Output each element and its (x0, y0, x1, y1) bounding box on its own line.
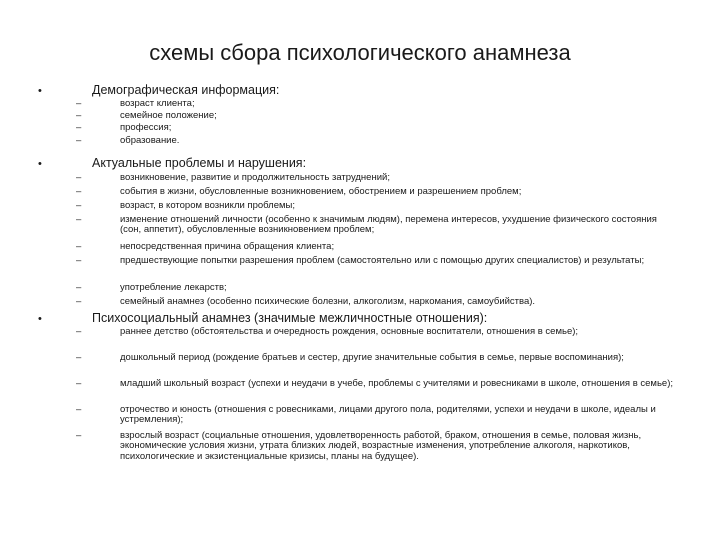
dash-icon: – (76, 214, 82, 225)
page-title: схемы сбора психологического анамнеза (149, 40, 571, 65)
bullet-icon: • (38, 85, 42, 97)
dash-icon: – (76, 200, 82, 211)
dash-icon: – (76, 172, 82, 183)
dash-icon: – (76, 186, 82, 197)
dash-icon: – (76, 98, 82, 109)
bullet-icon: • (38, 158, 42, 170)
dash-icon: – (76, 241, 82, 252)
bullet-icon: • (38, 313, 42, 325)
section-heading: Демографическая информация: (92, 83, 280, 97)
dash-icon: – (76, 282, 82, 293)
dash-icon: – (76, 404, 82, 415)
section-heading: Психосоциальный анамнез (значимые межличностные отношения): (92, 311, 488, 325)
slide: схемы сбора психологического анамнеза • Демографическая информация: – возраст клиента; – семейное положение; – профессия; – образование. • Актуальные проблемы и нарушения: – возникновение, развитие и продолжительность затруднений; – события в жизни, обусловленные возникновением, обострением и разрешением проблем; – возраст, в котором возникли проблемы; – изменение отношений личности (особенно к значимым людям), перемена интересов, ухудшение физического состояния (сон, аппетит), обусловленные возникновением проблем; – непосредственная причина обращения клиента; – предшествующие попытки разрешения проблем (самостоятельно или с помощью других специалистов) и результаты; – употребление лекарств; – семейный анамнез (особенно психические болезни, алкоголизм, наркомания, самоубийства). • Психосоциальный анамнез (значимые межличностные отношения): – раннее детство (обстоятельства и очередность рождения, основные воспитатели, отношения в семье); – дошкольный период (рождение братьев и сестер, другие значительные события в семье, первые воспоминания); – младший школьный возраст (успехи и неудачи в учебе, проблемы с учителями и ровесниками в школе, отношения в семье); – отрочество и юность (отношения с ровесниками, лицами другого пола, родителями, успехи и неудачи в школе, идеалы и устремления); – взрослый возраст (социальные отношения, удовлетворенность работой, браком, отношения в семье, половая жизнь, экономические условия жизни, утрата близких людей, возрастные изменения, употребление алкоголя, наркотиков, психологические и экзистенциальные кризисы, планы на будущее). (0, 0, 720, 540)
dash-icon: – (76, 122, 82, 133)
dash-icon: – (76, 296, 82, 307)
dash-icon: – (76, 430, 82, 441)
section-heading: Актуальные проблемы и нарушения: (92, 156, 307, 170)
dash-icon: – (76, 352, 82, 363)
dash-icon: – (76, 326, 82, 337)
dash-icon: – (76, 110, 82, 121)
dash-icon: – (76, 255, 82, 266)
dash-icon: – (76, 378, 82, 389)
dash-icon: – (76, 135, 82, 146)
